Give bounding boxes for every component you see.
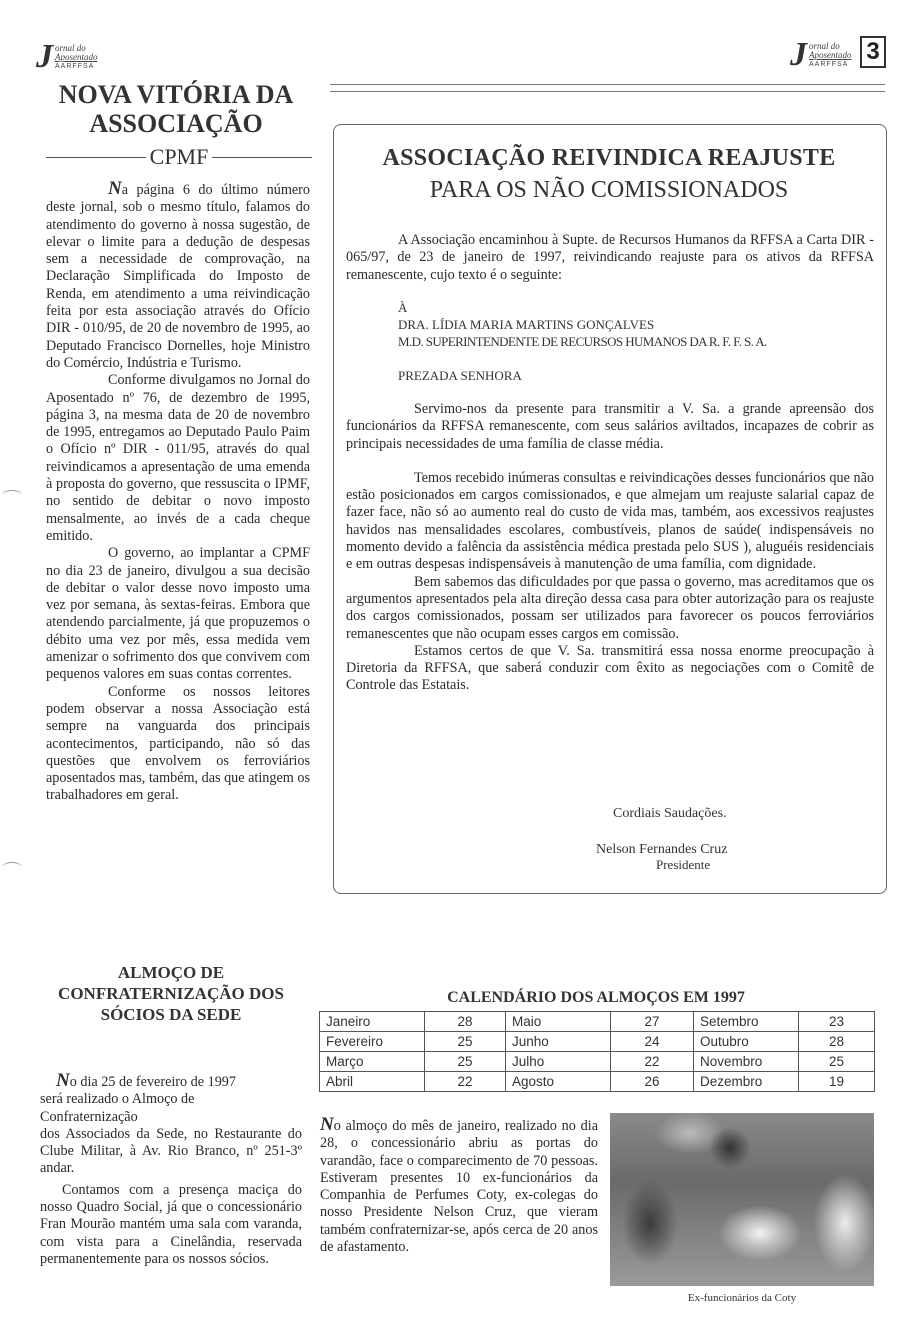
day-cell: 25 [425,1032,506,1052]
left-article-subtitle: CPMF [46,144,312,170]
paragraph: Bem sabemos das dificuldades por que passa o governo, mas acreditamos que os argumentos apresentados pela alta direção dessa casa para obter autorização para os reajuste dos cargos comissionados, possam ser utilizados para favorecer os poucos ferroviários remanescentes que não ocupam esses cargos em comissão. [346,573,874,642]
header-rule [330,84,885,92]
paragraph: Temos recebido inúmeras consultas e reivindicações desses funcionários que não estão posicionados em cargos comissionados, e que almejam um reajuste salarial capaz de fazer face, não só ao aumento real do custo de vida mas, também, aos excessivos reajustes havidos nas mensalidades escolares, combustíveis, planos de saúde( indispensáveis no momento devido a falência da assistência médica prestada pelo SUS ), aluguéis residenciais e em outras despesas indispensáveis à manutenção de uma família, com dignidade. [346,469,874,573]
paragraph: Na página 6 do último número deste jornal, sob o mesmo título, falamos do atendimento do governo à nossa sugestão, de elevar o limite para a dedução de despesas sem a necessidade de comprovação, na Declaração Simplificada do Imposto de Renda, em atendimento a uma reivindicação feita por esta associação através do Ofício DIR - 010/95, de 20 de novembro de 1995, ao Deputado Francisco Dornelles, hoje Ministro do Comércio, Indústria e Turismo. [46,178,310,371]
letter-closing: Cordiais Saudações. [613,806,727,821]
day-cell: 22 [611,1052,694,1072]
divider [212,157,312,158]
day-cell: 26 [611,1072,694,1092]
table-row [320,1052,875,1072]
day-cell: 23 [799,1012,875,1032]
letter-intro: A Associação encaminhou à Supte. de Recursos Humanos da RFFSA a Carta DIR - 065/97, de 23 de janeiro de 1997, reivindicando reajuste para os ativos da RFFSA remanescente, cujo texto é o seguinte: [346,232,874,283]
logo-text: ornal do Aposentado AARFFSA [55,43,98,70]
logo-letter: J [790,36,807,73]
day-cell: 24 [611,1032,694,1052]
paragraph: O governo, ao implantar a CPMF no dia 23 de janeiro, divulgou a sua decisão de debitar o valor desse novo imposto uma vez por semana, às sextas-feiras. Embora que atendendo parcialmente, já que propuzemos o débito uma vez por mês, essa medida vem amenizar o sofrimento dos que convivem com pequenos valores em suas contas correntes. [46,545,310,683]
almoco-title: ALMOÇO DE CONFRATERNIZAÇÃO DOS SÓCIOS DA SEDE [58,963,284,1024]
month-cell: Março [320,1052,425,1072]
month-cell: Fevereiro [320,1032,425,1052]
letter-body [346,401,874,695]
drop-cap: N [320,1114,334,1135]
day-cell: 19 [799,1072,875,1092]
month-cell: Julho [506,1052,611,1072]
month-cell: Janeiro [320,1012,425,1032]
event-photo [610,1113,874,1286]
day-cell: 28 [425,1012,506,1032]
logo-text: ornal do Aposentado AARFFSA [809,41,852,68]
divider [46,157,146,158]
almoco-body: No dia 25 de fevereiro de 1997 será realizado o Almoço de Confraternização dos Associados da Sede, no Restaurante do Clube Militar, à Av. Rio Branco, nº 251-3º andar. Contamos com a presença maciça do nosso Quadro Social, já que o concessionário Fran Mourão mantém uma sala com varanda, com vista para a Cinelândia, reservada permanentemente para os nossos sócios. [40,1070,302,1267]
table-row [320,1032,875,1052]
table-row [320,1012,875,1032]
paragraph: Conforme divulgamos no Jornal do Aposentado nº 76, de dezembro de 1995, página 3, na mesma data de 20 de novembro de 1995, entregamos ao Deputado Paulo Paim o Ofício nº DIR - 011/95, através do qual reivindicamos a apresentação de uma emenda à proposta do governo, que ressuscita o IPMF, no sentido de debitar o novo imposto mensalmente, ao invés de a cada cheque emitido. [46,372,310,544]
month-cell: Setembro [694,1012,799,1032]
calendar-table [319,1011,875,1092]
scan-artifact [2,490,22,501]
janeiro-report: No almoço do mês de janeiro, realizado no dia 28, o concessionário abriu as portas do varandão, face o comparecimento de 70 pessoas. Estiveram presentes 10 ex-funcionários da Companhia de Perfumes Coty, ex-colegas do nosso Presidente Nelson Cruz, que vieram também confraternizar-se, após cerca de 20 anos de afastamento. [320,1114,598,1256]
letter-signer: Nelson Fernandes Cruz [596,842,728,857]
month-cell: Outubro [694,1032,799,1052]
drop-cap: N [56,1070,70,1091]
month-cell: Dezembro [694,1072,799,1092]
masthead-logo-right [790,36,852,73]
day-cell: 28 [799,1032,875,1052]
paragraph: Conforme os nossos leitores podem observar a nossa Associação está sempre na vanguarda dos principais acontecimentos, participando, não só das questões que envolvem os ferroviários aposentados mas, também, das que atingem os trabalhadores em geral. [46,683,310,804]
drop-cap: N [108,178,122,199]
left-article-title: NOVA VITÓRIA DA ASSOCIAÇÃO [58,80,294,138]
paragraph: Servimo-nos da presente para transmitir a V. Sa. a grande apreensão dos funcionários da RFFSA remanescente, com seus salários aviltados, incapazes de cobrir as principais necessidades de uma família de classe média. [346,401,874,452]
letter-signer-title: Presidente [656,857,711,872]
day-cell: 27 [611,1012,694,1032]
left-article-body [46,180,310,805]
table-row [320,1072,875,1092]
letter-title: ASSOCIAÇÃO REIVINDICA REAJUSTE [382,145,836,171]
month-cell: Maio [506,1012,611,1032]
scan-artifact [2,862,22,873]
month-cell: Novembro [694,1052,799,1072]
letter-address: À DRA. LÍDIA MARIA MARTINS GONÇALVES M.D. SUPERINTENDENTE DE RECURSOS HUMANOS DA R. F. F. S. A. PREZADA SENHORA [398,300,767,383]
calendar-title: CALENDÁRIO DOS ALMOÇOS EM 1997 [447,989,745,1006]
logo-letter: J [36,38,53,75]
day-cell: 22 [425,1072,506,1092]
month-cell: Agosto [506,1072,611,1092]
day-cell: 25 [425,1052,506,1072]
month-cell: Abril [320,1072,425,1092]
month-cell: Junho [506,1032,611,1052]
page-number: 3 [860,36,886,68]
paragraph: Estamos certos de que V. Sa. transmitirá essa nossa enorme preocupação à Diretoria da RFFSA, que saberá conduzir com êxito as negociações com o Comitê de Controle das Estatais. [346,642,874,694]
day-cell: 25 [799,1052,875,1072]
letter-subtitle: PARA OS NÃO COMISSIONADOS [429,177,789,203]
masthead-logo-left [36,38,98,75]
photo-caption: Ex-funcionários da Coty [687,1292,797,1304]
